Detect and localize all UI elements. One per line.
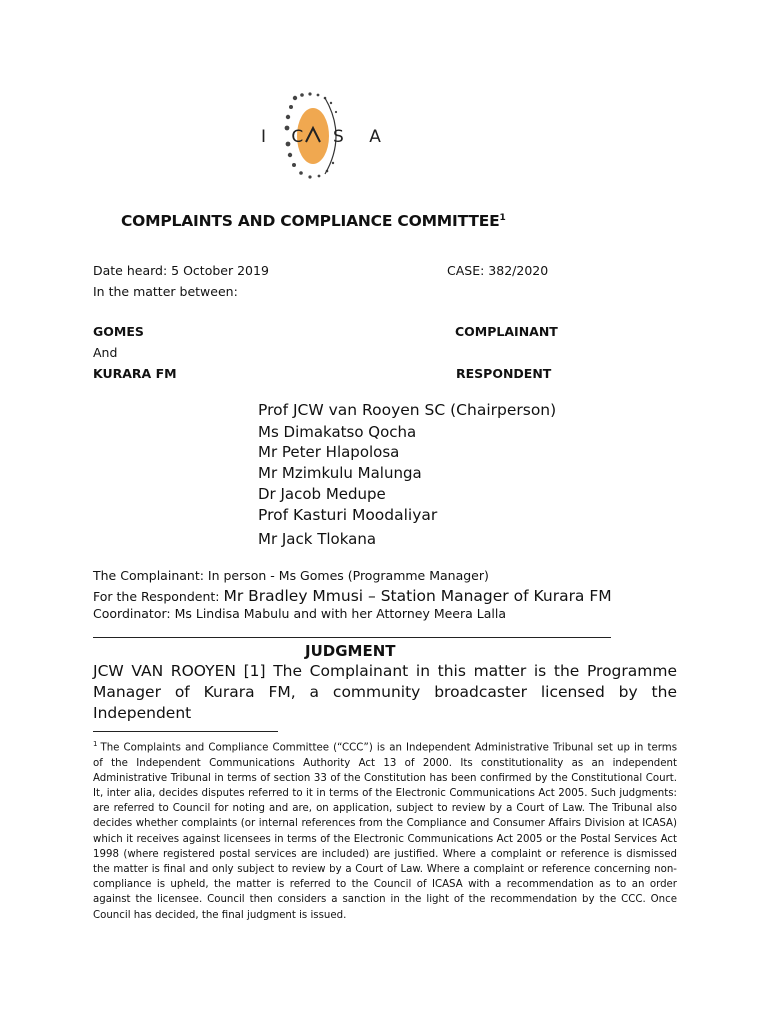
respondent-role: RESPONDENT (456, 366, 552, 381)
complainant-appearance: The Complainant: In person - Ms Gomes (Programme Manager) (93, 568, 489, 583)
title-text: COMPLAINTS AND COMPLIANCE COMMITTEE (121, 212, 500, 230)
footnote-divider (93, 731, 278, 732)
judgment-title: JUDGMENT (305, 642, 396, 660)
matter-between: In the matter between: (93, 284, 238, 299)
svg-text:S A: S A (333, 127, 391, 147)
footnote (93, 737, 677, 923)
panel-member: Mr Peter Hlapolosa (258, 443, 400, 461)
page-title (121, 212, 506, 230)
date-heard: Date heard: 5 October 2019 (93, 263, 269, 278)
respondent-appearance (93, 586, 612, 605)
respondent-label: For the Respondent: (93, 589, 224, 604)
panel-member: Mr Jack Tlokana (258, 530, 377, 548)
panel-member: Ms Dimakatso Qocha (258, 423, 417, 441)
section-divider (93, 637, 611, 638)
panel-member: Mr Mzimkulu Malunga (258, 464, 422, 482)
complainant-role: COMPLAINANT (455, 324, 558, 339)
respondent-name: KURARA FM (93, 366, 177, 381)
case-number: CASE: 382/2020 (447, 263, 549, 278)
icasa-logo-icon (255, 92, 391, 182)
svg-text:I C: I C (261, 127, 314, 147)
panel-member: Prof Kasturi Moodaliyar (258, 506, 438, 524)
judgment-opening: JCW VAN ROOYEN [1] The Complainant in this matter is the Programme Manager of Kurara FM, a community broadcaster licensed by the Independent (93, 662, 677, 722)
panel-member: Prof JCW van Rooyen SC (Chairperson) (258, 401, 557, 419)
coordinator: Coordinator: Ms Lindisa Mabulu and with her Attorney Meera Lalla (93, 606, 507, 621)
title-footnote-ref: 1 (499, 212, 506, 223)
icasa-logo (255, 92, 391, 182)
footnote-text: The Complaints and Compliance Committee (“CCC”) is an Independent Administrative Tribunal set up in terms of the Independent Communications Authority Act 13 of 2000. Its constitutionality as an independent Administrative Tribunal in terms of section 33 of the Constitution has been confirmed by the Constitutional Court. It, inter alia, decides disputes referred to it in terms of the Electronic Communications Act 2005. Such judgments: are referred to Council for noting and are, on application, subject to review by a Court of Law. The Tribunal also decides whether complaints (or internal references from the Compliance and Consumer Affairs Division at ICASA) which it receives against licensees in terms of the Electronic Communications Act 2005 or the Postal Services Act 1998 (where registered postal services are included) are justified. Where a complaint or reference is dismissed the matter is final and only subject to review by a Court of Law. Where a complaint or reference concerning non-compliance is upheld, the matter is referred to the Council of ICASA with a recommendation as to an order against the licensee. Council then considers a sanction in the light of the recommendation by the CCC. Once Council has decided, the final judgment is issued. (93, 742, 677, 921)
footnote-number: 1 (93, 740, 98, 748)
respondent-representative: Mr Bradley Mmusi – Station Manager of Kurara FM (223, 587, 612, 605)
panel-member: Dr Jacob Medupe (258, 485, 386, 503)
complainant-name: GOMES (93, 324, 144, 339)
and-text: And (93, 345, 118, 360)
